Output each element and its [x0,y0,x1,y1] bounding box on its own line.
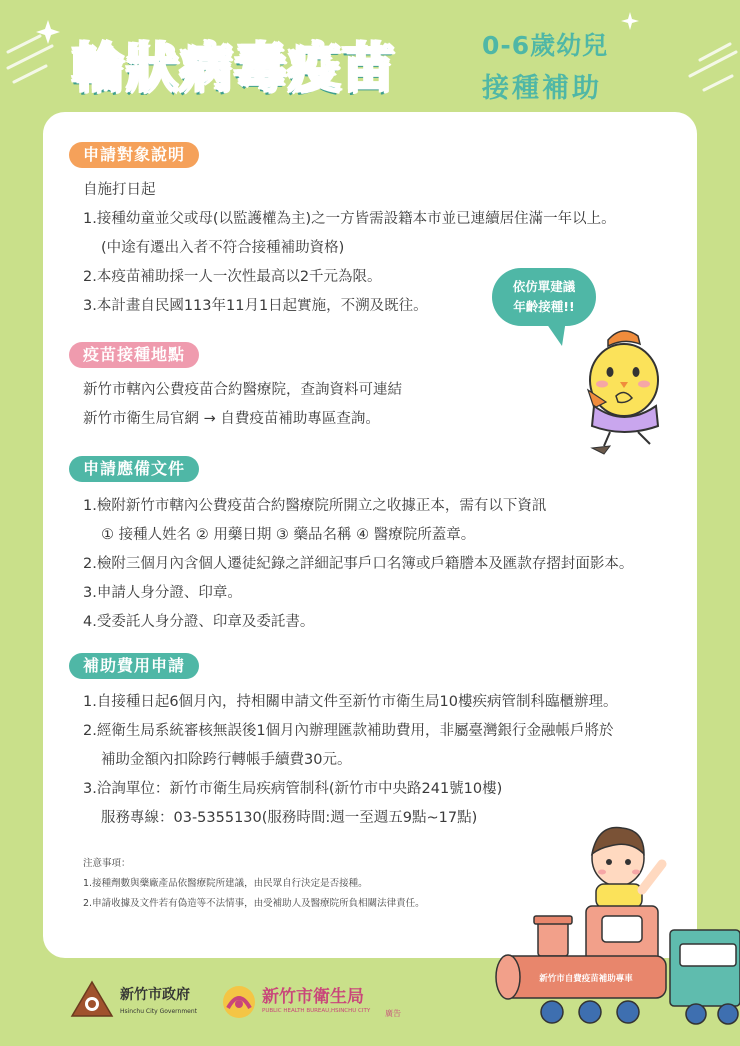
header [72,20,672,104]
text-line: 1.檢附新竹市轄內公費疫苗合約醫療院所開立之收據正本，需有以下資訊 [83,498,547,514]
notes-item: 2.申請收據及文件若有偽造等不法情事，由受補助人及醫療院所負相關法律責任。 [83,898,425,909]
text-line: 4.受委託人身分證、印章及委託書。 [83,614,315,630]
section-documents-body [83,492,633,637]
section-tag-eligibility: 申請對象說明 [69,142,199,168]
notes-heading: 注意事項： [83,858,131,869]
notes [83,854,425,914]
train-label: 新竹市自費疫苗補助專車 [539,974,633,984]
text-line: 3.本計畫自民國113年11月1日起實施，不溯及既往。 [83,298,428,314]
text-line: 1.接種幼童並父或母(以監護權為主)之一方皆需設籍本市並已連續居住滿一年以上。 [83,211,616,227]
text-line: 2.經衛生局系統審核無誤後1個月內辦理匯款補助費用，非屬臺灣銀行金融帳戶將於 [83,723,614,739]
subtitle-age: 0-6歲幼兒 [482,31,609,60]
text-line: 自施打日起 [83,182,156,198]
bubble-line: 年齡接種!! [513,299,575,314]
health-bureau-name-english: PUBLIC HEALTH BUREAU,HSINCHU CITY [262,1008,371,1014]
text-line: 新竹市轄內公費疫苗合約醫療院，查詢資料可連結 [83,382,402,398]
section-location-body [83,376,402,434]
health-bureau-name: 新竹市衛生局 [262,987,364,1007]
speech-bubble-tail [540,320,570,350]
bubble-line: 依仿單建議 [512,279,576,294]
section-tag-documents: 申請應備文件 [69,456,199,482]
section-application-body [83,688,618,833]
public-health-bureau-logo-icon [220,982,258,1022]
text-line: 3.洽詢單位：新竹市衛生局疾病管制科(新竹市中央路241號10樓) [83,781,503,797]
text-line: ① 接種人姓名 ② 用藥日期 ③ 藥品名稱 ④ 醫療院所蓋章。 [101,527,476,543]
page-subtitle [482,26,608,105]
text-line: 服務專線：03-5355130(服務時間:週一至週五9點~17點) [101,810,478,826]
hsinchu-city-government-logo-icon [70,980,114,1020]
text-line: 3.申請人身分證、印章。 [83,585,242,601]
section-tag-location: 疫苗接種地點 [69,342,199,368]
section-tag-application: 補助費用申請 [69,653,199,679]
footer [70,978,470,1028]
text-line: 新竹市衛生局官網 → 自費疫苗補助專區查詢。 [83,411,380,427]
ad-label: 廣告 [385,1009,401,1018]
page-title: 輪狀病毒疫苗 [72,39,397,99]
text-line: 1.自接種日起6個月內，持相關申請文件至新竹市衛生局10樓疾病管制科臨櫃辦理。 [83,694,618,710]
gov-name-english: Hsinchu City Government [120,1008,198,1015]
text-line: 2.本疫苗補助採一人一次性最高以2千元為限。 [83,269,382,285]
text-line: 2.檢附三個月內含個人遷徒紀錄之詳細記事戶口名簿或戶籍謄本及匯款存摺封面影本。 [83,556,634,572]
chick-mascot-illustration [580,318,672,458]
notes-item: 1.接種劑數與藥廠產品依醫療院所建議，由民眾自行決定是否接種。 [83,878,368,889]
text-line: 補助金額內扣除跨行轉帳手續費30元。 [101,752,352,768]
text-line: (中途有遷出入者不符合接種補助資格) [101,240,345,256]
gov-name: 新竹市政府 [120,987,190,1003]
kid-train-illustration [490,820,740,1030]
subtitle-subsidy: 接種補助 [482,73,602,104]
